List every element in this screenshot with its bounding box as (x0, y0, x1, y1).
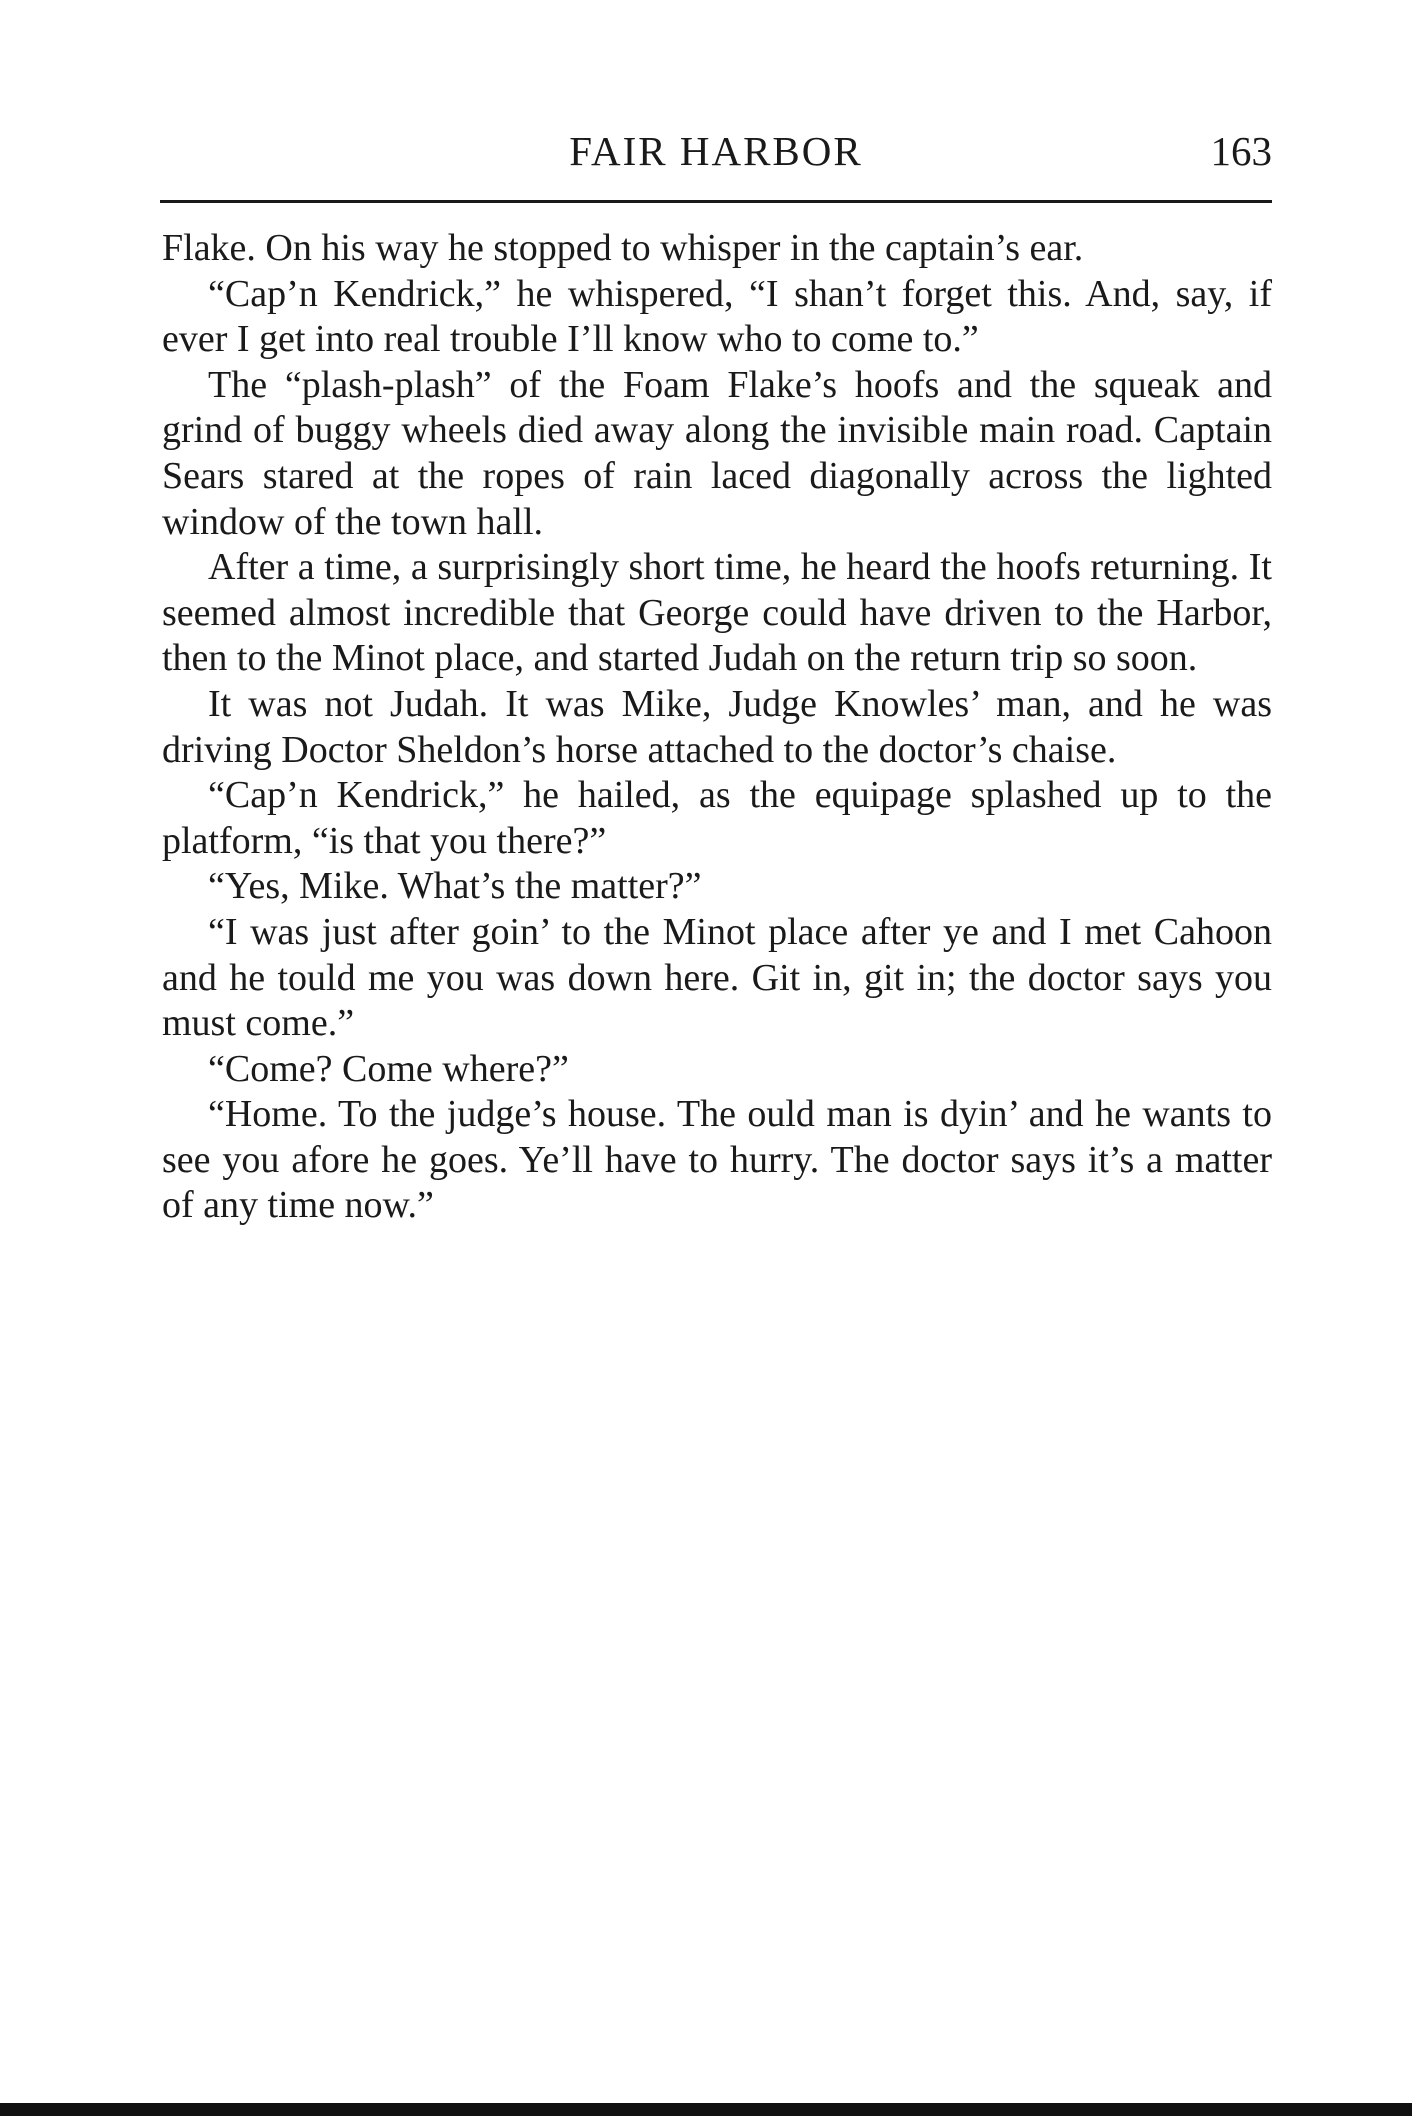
paragraph: Flake. On his way he stopped to whisper in the captain’s ear. (162, 227, 1084, 269)
paragraph: “Home. To the judge’s house. The ould man is dyin’ and he wants to see you afore he goes. Ye’ll have to hurry. The doctor says it’s a matter of any time now.” (162, 1093, 1272, 1227)
running-title: FAIR HARBOR (569, 128, 863, 174)
body-text (162, 226, 1272, 1229)
paragraph: After a time, a surprisingly short time, he heard the hoofs returning. It seemed almost incredible that George could have driven to the Harbor, then to the Minot place, and started Judah on the return trip so soon. (162, 546, 1272, 680)
paragraph: “Yes, Mike. What’s the matter?” (208, 865, 702, 908)
paragraph: It was not Judah. It was Mike, Judge Knowles’ man, and he was driving Doctor Sheldon’s horse attached to the doctor’s chaise. (162, 682, 1272, 771)
scan-bottom-edge (0, 2103, 1412, 2116)
paragraph: The “plash-plash” of the Foam Flake’s hoofs and the squeak and grind of buggy wheels died away along the invisible main road. Captain Sears stared at the ropes of rain laced diagonally across the lighted window of the town hall. (162, 363, 1272, 543)
paragraph: “Cap’n Kendrick,” he hailed, as the equipage splashed up to the platform, “is that you there?” (162, 774, 1272, 862)
running-head (160, 126, 1272, 186)
page-number: 163 (1210, 128, 1272, 174)
paragraph: “I was just after goin’ to the Minot place after ye and I met Cahoon and he tould me you was down here. Git in, git in; the doctor says you must come.” (162, 910, 1272, 1045)
paragraph: “Come? Come where?” (208, 1047, 569, 1090)
paragraph: “Cap’n Kendrick,” he whispered, “I shan’t forget this. And, say, if ever I get into real trouble I’ll know who to come to.” (162, 272, 1272, 361)
header-rule (160, 200, 1272, 203)
